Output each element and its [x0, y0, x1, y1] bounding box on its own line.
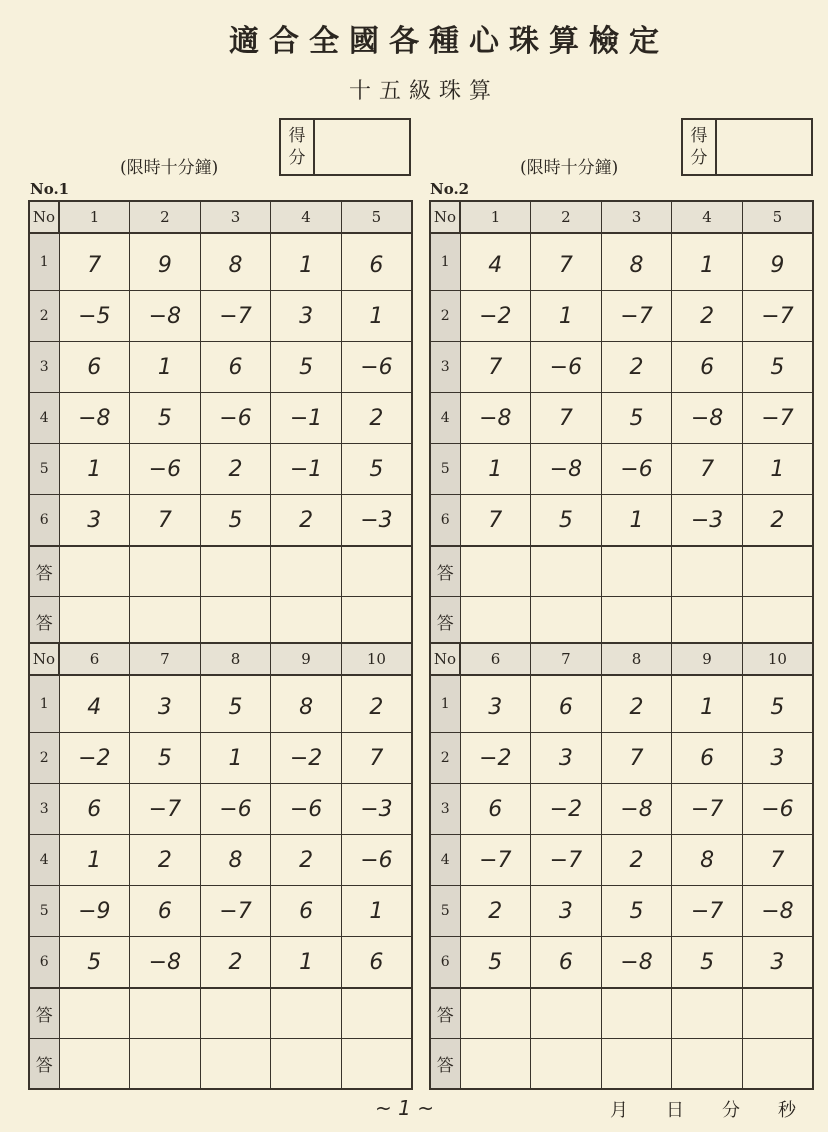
row-number: 3 [430, 342, 460, 393]
problem-column-header: 9 [672, 643, 743, 675]
problem-column-header: 10 [742, 643, 813, 675]
answer-field[interactable] [130, 597, 201, 648]
level-subtitle: 十五級珠算 [348, 79, 499, 104]
row-number: 5 [29, 444, 59, 495]
problem-number: −6 [341, 342, 412, 393]
problem-number: 6 [59, 784, 130, 835]
score-value-field[interactable] [315, 120, 409, 174]
answer-field[interactable] [601, 988, 672, 1039]
problem-number: 8 [601, 233, 672, 291]
problem-number: −8 [601, 937, 672, 989]
page-title: 適合全國各種心珠算檢定 [229, 24, 669, 59]
problem-number: −6 [271, 784, 342, 835]
problem-column-header: 7 [531, 643, 602, 675]
problem-column-header: 5 [341, 201, 412, 233]
score-label: 得 分 [683, 120, 717, 174]
day-label: 日 [666, 1100, 684, 1121]
answer-field[interactable] [200, 1039, 271, 1090]
problem-number: 3 [59, 495, 130, 547]
month-label: 月 [610, 1100, 628, 1121]
answer-field[interactable] [341, 597, 412, 648]
problem-number: −1 [271, 393, 342, 444]
problem-number: −7 [531, 835, 602, 886]
problem-number: 1 [341, 886, 412, 937]
problem-number: −8 [460, 393, 531, 444]
answer-field[interactable] [601, 1039, 672, 1090]
problem-column-header: 4 [271, 201, 342, 233]
problem-number: 6 [531, 937, 602, 989]
problem-number: 3 [460, 675, 531, 733]
problem-number: −7 [460, 835, 531, 886]
problem-number: −2 [460, 291, 531, 342]
problem-number: −7 [200, 291, 271, 342]
problem-number: −8 [672, 393, 743, 444]
row-number: 6 [430, 937, 460, 989]
problem-number: 8 [200, 835, 271, 886]
problem-number: 1 [672, 233, 743, 291]
problem-column-header: 10 [341, 643, 412, 675]
problem-number: 6 [531, 675, 602, 733]
problem-table-2-2 [429, 642, 814, 1090]
problem-column-header: 8 [200, 643, 271, 675]
problem-number: 1 [742, 444, 813, 495]
problem-number: −2 [59, 733, 130, 784]
problem-number: −7 [130, 784, 201, 835]
problem-number: −8 [59, 393, 130, 444]
set-label-no1: No.1 [30, 180, 70, 198]
answer-field[interactable] [271, 1039, 342, 1090]
problem-number: 6 [130, 886, 201, 937]
row-number: 4 [29, 835, 59, 886]
problem-number: 2 [200, 937, 271, 989]
problem-number: −1 [271, 444, 342, 495]
problem-number: −7 [742, 291, 813, 342]
answer-field[interactable] [271, 546, 342, 597]
answer-field[interactable] [341, 1039, 412, 1090]
row-number: 2 [29, 291, 59, 342]
problem-number: 1 [59, 835, 130, 886]
problem-table-1-1 [28, 200, 413, 648]
problem-number: 5 [742, 342, 813, 393]
answer-field[interactable] [59, 546, 130, 597]
row-number: 6 [29, 937, 59, 989]
problem-number: −2 [531, 784, 602, 835]
problem-number: 1 [460, 444, 531, 495]
problem-column-header: 6 [460, 643, 531, 675]
row-number: 5 [29, 886, 59, 937]
problem-number: 1 [271, 233, 342, 291]
problem-number: 2 [742, 495, 813, 547]
problem-number: 4 [460, 233, 531, 291]
answer-field[interactable] [59, 1039, 130, 1090]
problem-number: −8 [130, 937, 201, 989]
answer-field[interactable] [742, 546, 813, 597]
answer-field[interactable] [531, 597, 602, 648]
problem-table-1-2 [28, 642, 413, 1090]
problem-number: 8 [271, 675, 342, 733]
answer-field[interactable] [200, 597, 271, 648]
problem-number: 8 [200, 233, 271, 291]
problem-number: 3 [742, 937, 813, 989]
problem-number: 5 [531, 495, 602, 547]
problem-number: −3 [341, 784, 412, 835]
problem-number: −5 [59, 291, 130, 342]
problem-number: 1 [200, 733, 271, 784]
row-number: 5 [430, 886, 460, 937]
problem-column-header: 4 [672, 201, 743, 233]
problem-number: −6 [200, 393, 271, 444]
problem-column-header: 5 [742, 201, 813, 233]
answer-field[interactable] [672, 1039, 743, 1090]
answer-field[interactable] [672, 597, 743, 648]
problem-number: 5 [742, 675, 813, 733]
problem-number: −8 [130, 291, 201, 342]
problem-number: 1 [59, 444, 130, 495]
page-number: ~ 1 ~ [375, 1096, 434, 1120]
problem-number: −8 [531, 444, 602, 495]
problem-number: 1 [271, 937, 342, 989]
answer-field[interactable] [130, 1039, 201, 1090]
problem-number: −8 [601, 784, 672, 835]
answer-field[interactable] [742, 1039, 813, 1090]
problem-number: −8 [742, 886, 813, 937]
problem-number: 6 [341, 233, 412, 291]
problem-number: 5 [601, 393, 672, 444]
problem-number: 7 [742, 835, 813, 886]
problem-column-header: 7 [130, 643, 201, 675]
row-number: 1 [29, 675, 59, 733]
problem-number: 6 [200, 342, 271, 393]
problem-number: −2 [271, 733, 342, 784]
problem-column-header: 8 [601, 643, 672, 675]
answer-label: 答 [29, 546, 59, 597]
problem-number: 2 [271, 835, 342, 886]
answer-field[interactable] [742, 988, 813, 1039]
answer-label: 答 [430, 1039, 460, 1090]
problem-number: 7 [460, 342, 531, 393]
answer-field[interactable] [531, 988, 602, 1039]
row-number: 3 [430, 784, 460, 835]
answer-label: 答 [430, 597, 460, 648]
problem-number: −7 [672, 784, 743, 835]
answer-field[interactable] [200, 988, 271, 1039]
no-header: No [430, 201, 460, 233]
problem-column-header: 6 [59, 643, 130, 675]
problem-column-header: 1 [460, 201, 531, 233]
problem-column-header: 3 [200, 201, 271, 233]
row-number: 2 [430, 733, 460, 784]
problem-column-header: 2 [531, 201, 602, 233]
problem-number: 5 [59, 937, 130, 989]
problem-number: 7 [531, 233, 602, 291]
time-limit-right: (限時十分鐘) [520, 158, 619, 178]
problem-number: 6 [341, 937, 412, 989]
answer-field[interactable] [531, 546, 602, 597]
row-number: 1 [430, 675, 460, 733]
problem-column-header: 3 [601, 201, 672, 233]
problem-column-header: 1 [59, 201, 130, 233]
row-number: 4 [430, 393, 460, 444]
score-value-field[interactable] [717, 120, 811, 174]
answer-field[interactable] [130, 546, 201, 597]
problem-number: 7 [531, 393, 602, 444]
problem-number: 2 [200, 444, 271, 495]
problem-table-2-1 [429, 200, 814, 648]
row-number: 2 [29, 733, 59, 784]
problem-number: 1 [601, 495, 672, 547]
problem-number: 5 [200, 675, 271, 733]
problem-number: 6 [672, 733, 743, 784]
row-number: 6 [430, 495, 460, 547]
answer-label: 答 [29, 988, 59, 1039]
problem-number: 3 [742, 733, 813, 784]
problem-number: −6 [601, 444, 672, 495]
answer-label: 答 [430, 546, 460, 597]
problem-number: −7 [742, 393, 813, 444]
problem-number: 5 [130, 733, 201, 784]
answer-label: 答 [29, 597, 59, 648]
problem-number: 4 [59, 675, 130, 733]
answer-field[interactable] [200, 546, 271, 597]
row-number: 1 [430, 233, 460, 291]
problem-number: 2 [601, 835, 672, 886]
row-number: 4 [430, 835, 460, 886]
answer-field[interactable] [531, 1039, 602, 1090]
problem-number: −2 [460, 733, 531, 784]
problem-number: 2 [672, 291, 743, 342]
minute-label: 分 [722, 1100, 740, 1121]
answer-field[interactable] [341, 546, 412, 597]
problem-number: 1 [130, 342, 201, 393]
problem-number: −3 [672, 495, 743, 547]
problem-number: −6 [742, 784, 813, 835]
answer-field[interactable] [271, 597, 342, 648]
problem-number: 2 [341, 393, 412, 444]
row-number: 2 [430, 291, 460, 342]
problem-number: 5 [200, 495, 271, 547]
problem-number: 5 [271, 342, 342, 393]
answer-field[interactable] [460, 988, 531, 1039]
answer-field[interactable] [460, 597, 531, 648]
answer-field[interactable] [59, 988, 130, 1039]
answer-field[interactable] [341, 988, 412, 1039]
time-limit-left: (限時十分鐘) [120, 158, 219, 178]
score-label: 得 分 [281, 120, 315, 174]
problem-number: 2 [271, 495, 342, 547]
problem-number: 2 [601, 342, 672, 393]
problem-number: 2 [601, 675, 672, 733]
problem-number: −3 [341, 495, 412, 547]
answer-field[interactable] [460, 546, 531, 597]
no-header: No [29, 643, 59, 675]
problem-number: −6 [341, 835, 412, 886]
problem-number: 2 [460, 886, 531, 937]
problem-number: −7 [672, 886, 743, 937]
row-number: 3 [29, 784, 59, 835]
problem-number: 3 [531, 886, 602, 937]
problem-number: 7 [672, 444, 743, 495]
problem-number: 7 [341, 733, 412, 784]
second-label: 秒 [778, 1100, 796, 1121]
problem-number: 6 [460, 784, 531, 835]
no-header: No [430, 643, 460, 675]
answer-label: 答 [29, 1039, 59, 1090]
problem-number: −7 [601, 291, 672, 342]
no-header: No [29, 201, 59, 233]
row-number: 1 [29, 233, 59, 291]
problem-number: 1 [672, 675, 743, 733]
problem-number: 7 [59, 233, 130, 291]
problem-number: 3 [271, 291, 342, 342]
problem-number: −6 [200, 784, 271, 835]
problem-number: 5 [601, 886, 672, 937]
problem-number: 2 [130, 835, 201, 886]
answer-field[interactable] [130, 988, 201, 1039]
answer-field[interactable] [59, 597, 130, 648]
answer-label: 答 [430, 988, 460, 1039]
answer-field[interactable] [672, 988, 743, 1039]
problem-number: 9 [742, 233, 813, 291]
problem-number: 7 [601, 733, 672, 784]
problem-number: 8 [672, 835, 743, 886]
problem-number: −6 [130, 444, 201, 495]
problem-number: 7 [460, 495, 531, 547]
row-number: 3 [29, 342, 59, 393]
row-number: 6 [29, 495, 59, 547]
problem-number: 5 [130, 393, 201, 444]
problem-number: −7 [200, 886, 271, 937]
answer-field[interactable] [672, 546, 743, 597]
problem-number: 5 [341, 444, 412, 495]
row-number: 4 [29, 393, 59, 444]
answer-field[interactable] [460, 1039, 531, 1090]
row-number: 5 [430, 444, 460, 495]
problem-number: 6 [59, 342, 130, 393]
problem-column-header: 9 [271, 643, 342, 675]
problem-number: 5 [460, 937, 531, 989]
date-time-labels [610, 1096, 796, 1122]
problem-number: 5 [672, 937, 743, 989]
problem-number: 9 [130, 233, 201, 291]
answer-field[interactable] [271, 988, 342, 1039]
problem-number: 7 [130, 495, 201, 547]
problem-number: 3 [130, 675, 201, 733]
score-box-left[interactable] [279, 118, 411, 176]
problem-number: −9 [59, 886, 130, 937]
answer-field[interactable] [742, 597, 813, 648]
set-label-no2: No.2 [430, 180, 470, 198]
problem-number: 2 [341, 675, 412, 733]
problem-number: 6 [271, 886, 342, 937]
score-box-right[interactable] [681, 118, 813, 176]
problem-number: 6 [672, 342, 743, 393]
problem-column-header: 2 [130, 201, 201, 233]
answer-field[interactable] [601, 546, 672, 597]
problem-number: 3 [531, 733, 602, 784]
problem-number: 1 [531, 291, 602, 342]
problem-number: −6 [531, 342, 602, 393]
answer-field[interactable] [601, 597, 672, 648]
problem-number: 1 [341, 291, 412, 342]
